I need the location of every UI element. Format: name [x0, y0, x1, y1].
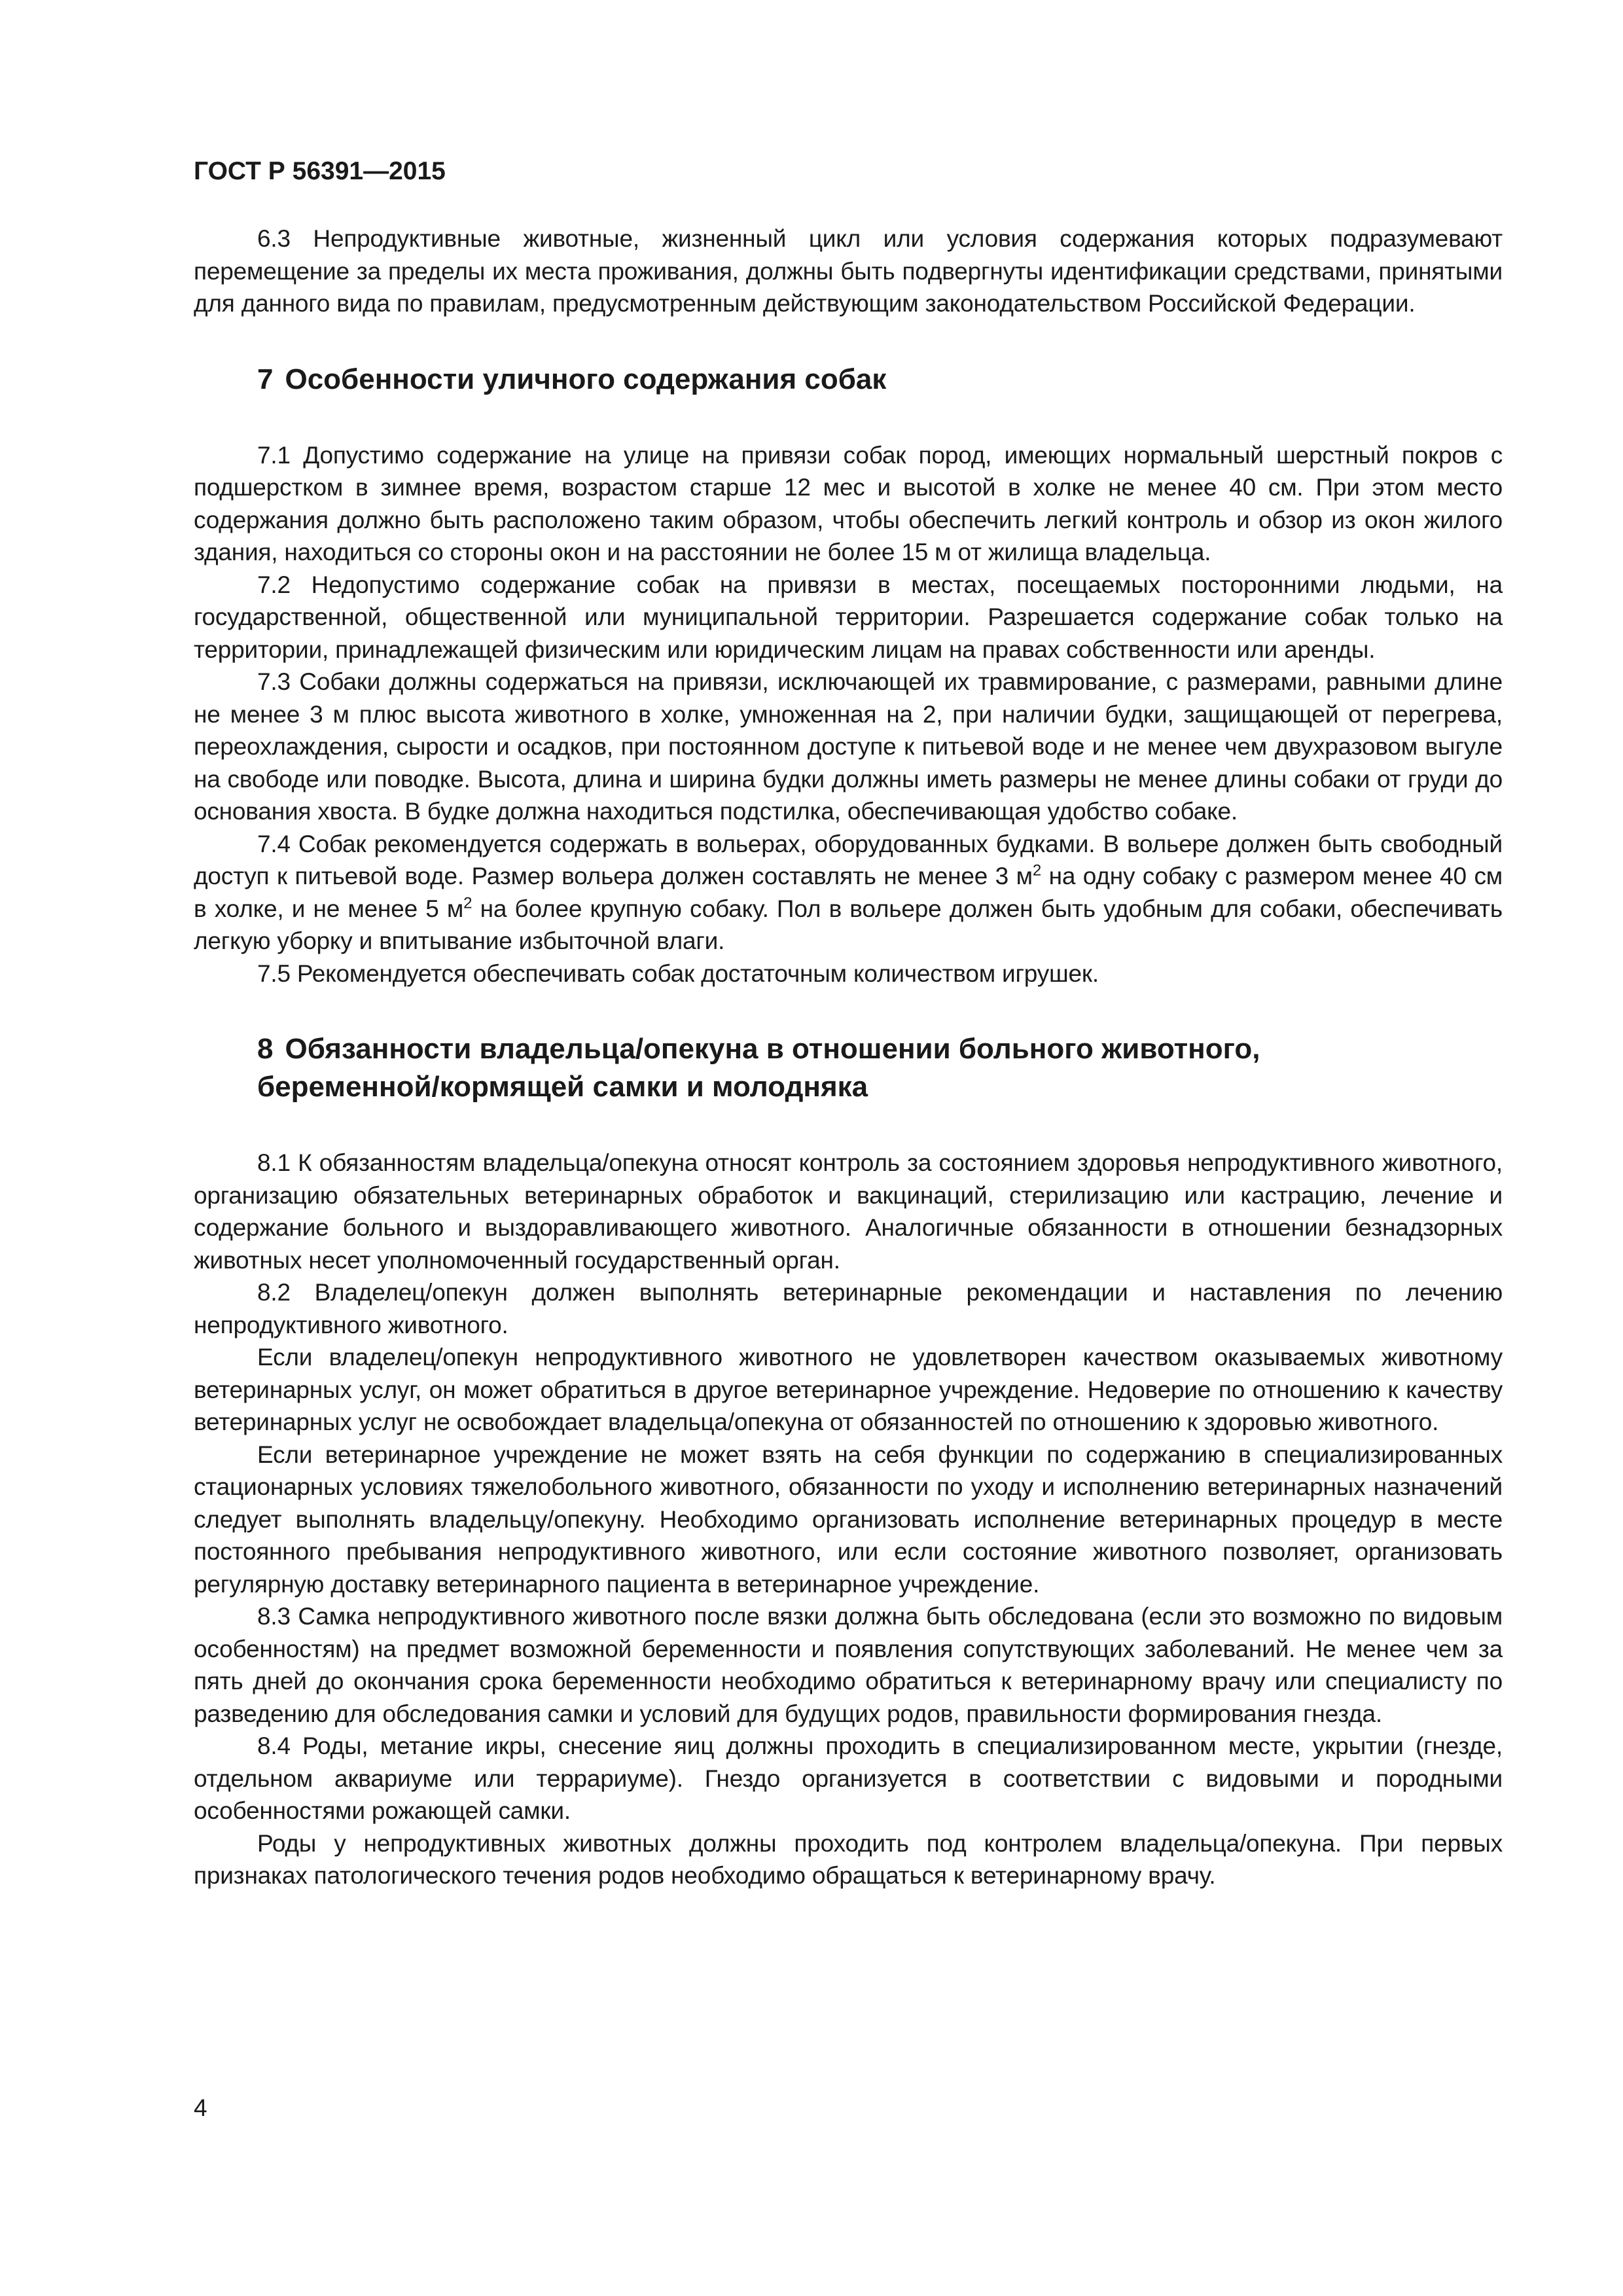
section-7-heading [257, 361, 1503, 399]
paragraph-7-4-part-1: 7.4 Собак рекомендуется содержать в вольерах, оборудованных будками. В вольере должен быть свободный доступ к питьевой воде. Размер вольера должен составлять не менее 3 м [194, 830, 1503, 889]
section-8-title-line-1: Обязанности владельца/опекуна в отношении больного животного, [285, 1033, 1260, 1065]
document-header: ГОСТ Р 56391—2015 [194, 157, 446, 185]
document-page [194, 152, 1503, 1892]
paragraph-8-2: 8.2 Владелец/опекун должен выполнять ветеринарные рекомендации и наставления по лечению непродуктивного животного. [194, 1279, 1503, 1338]
paragraph-8-1: 8.1 К обязанностям владельца/опекуна относят контроль за состоянием здоровья непродуктивного животного, организацию обязательных ветеринарных обработок и вакцинаций, стерилизацию или кастрацию, лечение и содержание больного и выздоравливающего животного. Аналогичные обязанности в отношении безнадзорных животных несет уполномоченный государственный орган. [194, 1149, 1503, 1274]
paragraph-7-5: 7.5 Рекомендуется обеспечивать собак достаточным количеством игрушек. [257, 960, 1099, 987]
paragraph-8-2-a: Если владелец/опекун непродуктивного животного не удовлетворен качеством оказываемых животному ветеринарных услуг, он может обратиться в другое ветеринарное учреждение. Недоверие по отношению к качеству ветеринарных услуг не освобождает владельца/опекуна от обязанностей по отношению к здоровью животного. [194, 1344, 1503, 1435]
paragraph-8-4-a: Роды у непродуктивных животных должны проходить под контролем владельца/опекуна. При первых признаках патологического течения родов необходимо обращаться к ветеринарному врачу. [194, 1829, 1503, 1889]
superscript-2: 2 [1032, 861, 1042, 880]
section-7-title: Особенности уличного содержания собак [285, 363, 887, 395]
paragraph-7-4 [194, 828, 1503, 958]
superscript-2: 2 [463, 894, 473, 912]
section-8-number: 8 [257, 1033, 274, 1065]
paragraph-7-4-part-3: на более крупную собаку. Пол в вольере должен быть удобным для собаки, обеспечивать легкую уборку и впитывание избыточной влаги. [194, 895, 1503, 954]
paragraph-7-2: 7.2 Недопустимо содержание собак на привязи в местах, посещаемых посторонними людьми, на государственной, общественной или муниципальной территории. Разрешается содержание собак только на территории, принадлежащей физическим или юридическим лицам на правах собственности или аренды. [194, 571, 1503, 663]
paragraph-7-4-part-2: на одну собаку с размером менее 40 см в холке, и не менее 5 м [194, 863, 1503, 922]
section-7-number: 7 [257, 363, 274, 395]
paragraph-8-4: 8.4 Роды, метание икры, снесение яиц должны проходить в специализированном месте, укрытии (гнезде, отдельном аквариуме или террариуме). Гнездо организуется в соответствии с видовыми и породными особенностями рожающей самки. [194, 1732, 1503, 1824]
paragraph-7-3: 7.3 Собаки должны содержаться на привязи, исключающей их травмирование, с размерами, равными длине не менее 3 м плюс высота животного в холке, умноженная на 2, при наличии будки, защищающей от перегрева, переохлаждения, сырости и осадков, при постоянном доступе к питьевой воде и не менее чем двухразовом выгуле на свободе или поводке. Высота, длина и ширина будки должны иметь размеры не менее длины собаки от груди до основания хвоста. В будке должна находиться подстилка, обеспечивающая удобство собаке. [194, 668, 1503, 825]
paragraph-8-3: 8.3 Самка непродуктивного животного после вязки должна быть обследована (если это возможно по видовым особенностям) на предмет возможной беременности и появления сопутствующих заболеваний. Не менее чем за пять дней до окончания срока беременности необходимо обратиться к ветеринарному врачу или специалисту по разведению для обследования самки и условий для будущих родов, правильности формирования гнезда. [194, 1603, 1503, 1727]
page-number: 4 [194, 2094, 207, 2121]
paragraph-8-2-b: Если ветеринарное учреждение не может взять на себя функции по содержанию в специализированных стационарных условиях тяжелобольного животного, обязанности по уходу и исполнению ветеринарных назначений следует выполнять владельцу/опекуну. Необходимо организовать исполнение ветеринарных процедур в месте постоянного пребывания непродуктивного животного, или если состояние животного позволяет, организовать регулярную доставку ветеринарного пациента в ветеринарное учреждение. [194, 1441, 1503, 1598]
paragraph-6-3: 6.3 Непродуктивные животные, жизненный цикл или условия содержания которых подразумевают перемещение за пределы их места проживания, должны быть подвергнуты идентификации средствами, принятыми для данного вида по правилам, предусмотренным действующим законодательством Российской Федерации. [194, 225, 1503, 317]
paragraph-7-1: 7.1 Допустимо содержание на улице на привязи собак пород, имеющих нормальный шерстный покров с подшерстком в зимнее время, возрастом старше 12 мес и высотой в холке не менее 40 см. При этом место содержания должно быть расположено таким образом, чтобы обеспечить легкий контроль и обзор из окон жилого здания, находиться со стороны окон и на расстоянии не более 15 м от жилища владельца. [194, 441, 1503, 565]
section-8-heading [257, 1030, 1503, 1106]
section-8-title-line-2: беременной/кормящей самки и молодняка [257, 1071, 868, 1103]
